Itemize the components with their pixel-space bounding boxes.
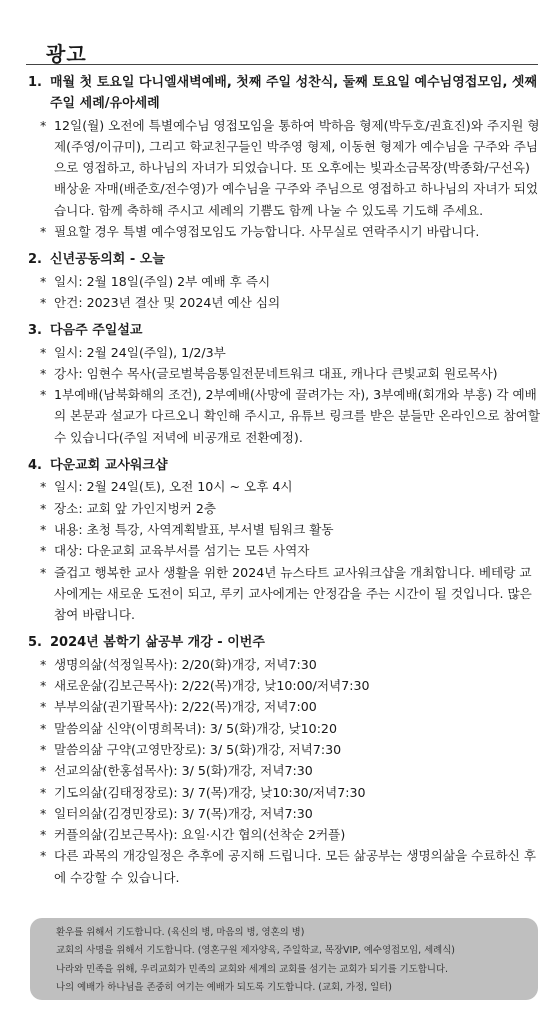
- asterisk-bullet-icon: *: [40, 678, 47, 694]
- list-item: [28, 221, 542, 242]
- list-item-text: 생명의삶(석정일목사): 2/20(화)개강, 저녁7:30: [54, 656, 317, 672]
- list-item-text: 부부의삶(권기팔목사): 2/22(목)개강, 저녁7:00: [54, 699, 317, 715]
- section-items: [28, 476, 542, 625]
- list-item: [28, 696, 542, 717]
- asterisk-bullet-icon: *: [40, 763, 47, 779]
- list-item: [28, 115, 542, 221]
- list-item: [28, 498, 542, 519]
- list-item: [28, 292, 542, 313]
- list-item-text: 일터의삶(김경민장로): 3/ 7(목)개강, 저녁7:30: [54, 805, 313, 821]
- section-number: 1.: [28, 75, 42, 90]
- section-number: 2.: [28, 252, 42, 268]
- prayer-line: 나라와 민족을 위해, 우리교회가 민족의 교회와 세계의 교회를 섬기는 교회가 되기를 기도합니다.: [56, 963, 448, 975]
- list-item-text: 장소: 교회 앞 가인지벙커 2층: [54, 500, 217, 516]
- section-number: 4.: [28, 458, 42, 474]
- section-items: [28, 654, 542, 888]
- asterisk-bullet-icon: *: [40, 224, 47, 240]
- list-item: [28, 845, 542, 888]
- asterisk-bullet-icon: *: [40, 387, 47, 403]
- asterisk-bullet-icon: *: [40, 784, 47, 800]
- list-item: [28, 540, 542, 561]
- list-item-text: 12일(월) 오전에 특별예수님 영접모임을 통하여 박하음 형제(박두호/권효진)와 주지원 형제(주영/이규미), 그리고 학교친구들인 박주영 형제, 이동현 형제가 예수님을 구주와 주님으로 영접하고, 하나님의 자녀가 되었습니다. 또 오후에는 빛과소금목장(박종화/구선옥) 배상윤 자매(배준호/전수영)가 예수님을 구주와 주님으로 영접하고 하나님의 자녀가 되었습니다. 함께 축하해 주시고 세례의 기쁨도 함께 나눌 수 있도록 기도해 주세요.: [54, 117, 540, 218]
- asterisk-bullet-icon: *: [40, 294, 47, 310]
- list-item: [28, 675, 542, 696]
- section-number: 5.: [28, 635, 42, 651]
- announcement-section: [28, 455, 542, 625]
- section-heading-text: 다음주 주일설교: [50, 323, 143, 339]
- list-item: [28, 384, 542, 448]
- asterisk-bullet-icon: *: [40, 344, 47, 360]
- asterisk-bullet-icon: *: [40, 564, 47, 580]
- prayer-box: [30, 918, 538, 1000]
- asterisk-bullet-icon: *: [40, 741, 47, 757]
- section-heading: [28, 249, 542, 270]
- list-item: [28, 271, 542, 292]
- list-item-text: 말씀의삶 신약(이명희목녀): 3/ 5(화)개강, 낮10:20: [54, 720, 337, 736]
- title-divider: [26, 64, 538, 65]
- asterisk-bullet-icon: *: [40, 848, 47, 864]
- list-item-text: 안건: 2023년 결산 및 2024년 예산 심의: [54, 294, 281, 310]
- section-heading: [28, 632, 542, 653]
- prayer-line: 나의 예배가 하나님을 존중히 여기는 예배가 되도록 기도합니다. (교회, 가정, 일터): [56, 981, 392, 993]
- list-item: [28, 739, 542, 760]
- section-items: [28, 342, 542, 448]
- announcement-section: [28, 72, 542, 242]
- list-item-text: 선교의삶(한홍섭목사): 3/ 5(화)개강, 저녁7:30: [54, 763, 313, 779]
- list-item-text: 커플의삶(김보근목사): 요일·시간 협의(선착순 2커플): [54, 827, 346, 843]
- prayer-line: 교회의 사명을 위해서 기도합니다. (영혼구원 제자양육, 주일학교, 목장VIP, 예수영접모임, 세례식): [56, 945, 455, 957]
- section-number: 3.: [28, 323, 42, 339]
- asterisk-bullet-icon: *: [40, 365, 47, 381]
- list-item: [28, 760, 542, 781]
- asterisk-bullet-icon: *: [40, 699, 47, 715]
- announcement-list: [28, 72, 542, 895]
- asterisk-bullet-icon: *: [40, 656, 47, 672]
- announcement-section: [28, 320, 542, 448]
- list-item: [28, 562, 542, 626]
- list-item-text: 강사: 임현수 목사(글로벌북음통일전문네트워크 대표, 캐나다 큰빛교회 원로목사): [54, 365, 498, 381]
- page-title: 광고: [46, 42, 87, 66]
- asterisk-bullet-icon: *: [40, 543, 47, 559]
- announcement-section: [28, 632, 542, 888]
- list-item: [28, 718, 542, 739]
- list-item: [28, 476, 542, 497]
- section-heading-text: 신년공동의회 - 오늘: [50, 252, 165, 268]
- list-item-text: 내용: 초청 특강, 사역계획발표, 부서별 팀워크 활동: [54, 521, 334, 537]
- asterisk-bullet-icon: *: [40, 117, 47, 133]
- asterisk-bullet-icon: *: [40, 827, 47, 843]
- list-item-text: 1부예배(남북화해의 조건), 2부예배(사망에 끌려가는 자), 3부예배(회개와 부흥) 각 예배의 본문과 설교가 다르오니 확인해 주시고, 유튜브 링크를 받은 분들만 온라인으로 참여할 수 있습니다(주일 저녁에 비공개로 전환예정).: [54, 387, 540, 445]
- list-item-text: 말씀의삶 구약(고영만장로): 3/ 5(화)개강, 저녁7:30: [54, 741, 342, 757]
- section-heading: [28, 72, 542, 115]
- list-item: [28, 519, 542, 540]
- announcement-section: [28, 249, 542, 313]
- section-heading: [28, 320, 542, 341]
- list-item-text: 새로운삶(김보근목사): 2/22(목)개강, 낮10:00/저녁7:30: [54, 678, 370, 694]
- list-item-text: 다른 과목의 개강일정은 추후에 공지해 드립니다. 모든 삶공부는 생명의삶을 수료하신 후에 수강할 수 있습니다.: [54, 848, 536, 885]
- list-item-text: 기도의삶(김태정장로): 3/ 7(목)개강, 낮10:30/저녁7:30: [54, 784, 366, 800]
- list-item: [28, 782, 542, 803]
- list-item-text: 대상: 다운교회 교육부서를 섬기는 모든 사역자: [54, 543, 310, 559]
- asterisk-bullet-icon: *: [40, 720, 47, 736]
- list-item: [28, 654, 542, 675]
- section-heading-text: 2024년 봄학기 삶공부 개강 - 이번주: [50, 635, 265, 651]
- list-item-text: 필요할 경우 특별 예수영접모임도 가능합니다. 사무실로 연락주시기 바랍니다.: [54, 224, 480, 240]
- list-item-text: 일시: 2월 24일(주일), 1/2/3부: [54, 344, 226, 360]
- section-items: [28, 271, 542, 314]
- list-item: [28, 824, 542, 845]
- section-heading: [28, 455, 542, 476]
- prayer-line: 환우를 위해서 기도합니다. (육신의 병, 마음의 병, 영혼의 병): [56, 927, 305, 938]
- list-item-text: 즐겁고 행복한 교사 생활을 위한 2024년 뉴스타트 교사워크샵을 개최합니다. 베테랑 교사에게는 새로운 도전이 되고, 루키 교사에게는 안정감을 주는 시간이 될 것입니다. 많은 참여 바랍니다.: [54, 564, 532, 623]
- list-item: [28, 342, 542, 363]
- list-item-text: 일시: 2월 18일(주일) 2부 예배 후 즉시: [54, 273, 271, 289]
- list-item: [28, 803, 542, 824]
- section-items: [28, 115, 542, 243]
- asterisk-bullet-icon: *: [40, 521, 47, 537]
- section-heading-text: 매월 첫 토요일 다니엘새벽예배, 첫째 주일 성찬식, 둘째 토요일 예수님영접모임, 셋째 주일 세례/유아세례: [50, 75, 538, 112]
- asterisk-bullet-icon: *: [40, 805, 47, 821]
- asterisk-bullet-icon: *: [40, 479, 47, 495]
- list-item-text: 일시: 2월 24일(토), 오전 10시 ~ 오후 4시: [54, 479, 293, 495]
- asterisk-bullet-icon: *: [40, 273, 47, 289]
- section-heading-text: 다운교회 교사워크샵: [50, 458, 168, 474]
- asterisk-bullet-icon: *: [40, 500, 47, 516]
- list-item: [28, 363, 542, 384]
